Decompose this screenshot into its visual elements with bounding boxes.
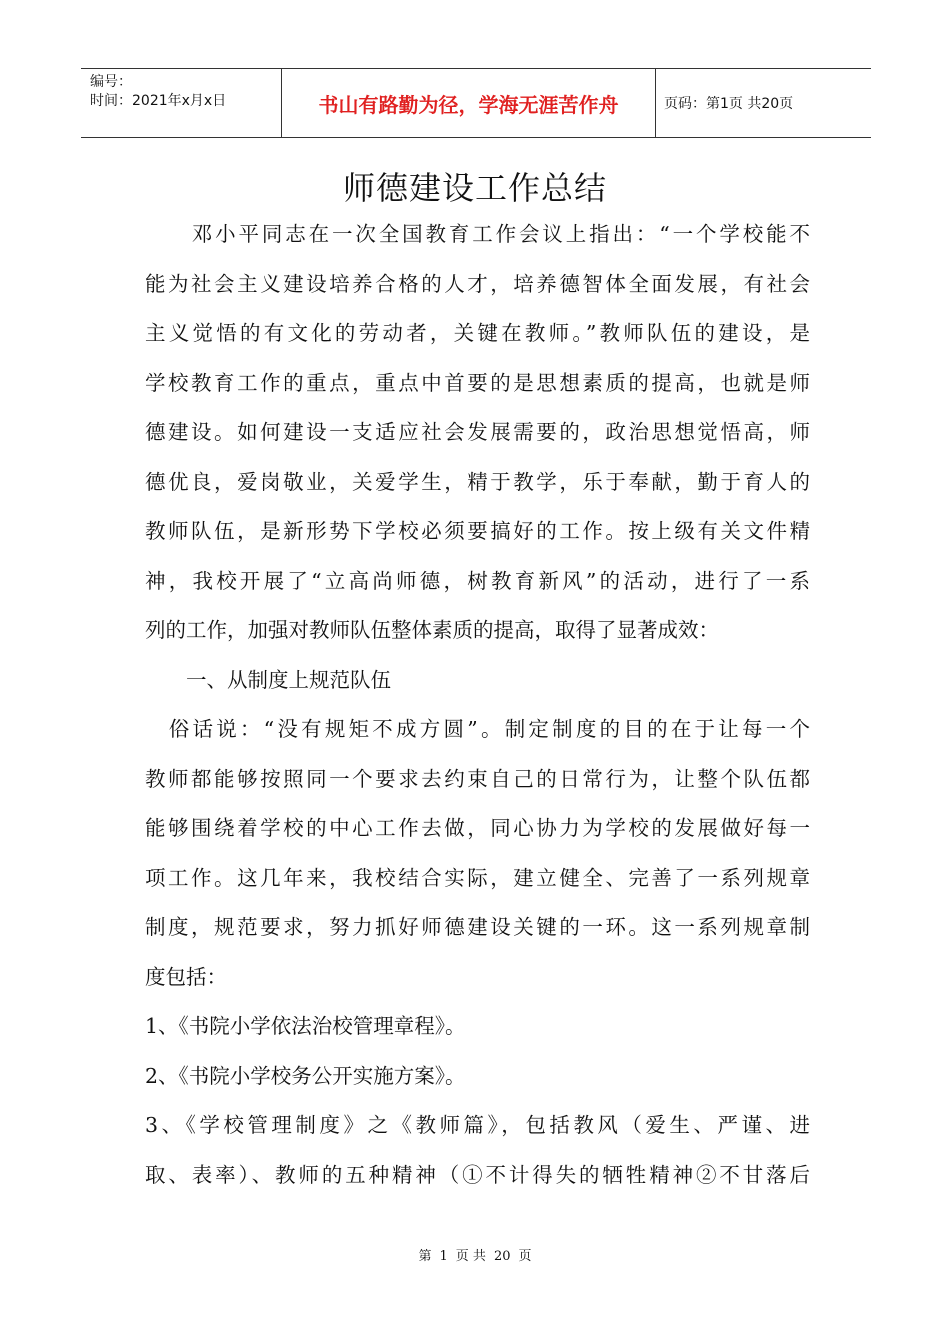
section-heading: 一、从制度上规范队伍 (145, 667, 391, 692)
body-line: 列的工作，加强对教师队伍整体素质的提高，取得了显著成效： (145, 618, 719, 642)
body-line: 制度，规范要求，努力抓好师德建设关键的一环。这一系列规章制 (145, 915, 810, 939)
header-meta-cell (81, 69, 282, 137)
page-footer (0, 1245, 950, 1264)
body-line: 教师队伍，是新形势下学校必须要搞好的工作。按上级有关文件精 (145, 519, 810, 543)
body-line: 项工作。这几年来，我校结合实际，建立健全、完善了一系列规章 (145, 865, 810, 890)
footer-prefix: 第 (418, 1249, 432, 1264)
body-line: 德优良，爱岗敬业，关爱学生，精于教学，乐于奉献，勤于育人的 (145, 469, 810, 494)
body-line: 取、表率）、教师的五种精神（①不计得失的牺牲精神②不甘落后 (145, 1162, 810, 1187)
body-line: 学校教育工作的重点，重点中首要的是思想素质的提高，也就是师 (145, 370, 810, 395)
footer-suffix: 页 (518, 1249, 532, 1264)
document-body (145, 210, 810, 1200)
body-line: 度包括： (145, 964, 227, 989)
body-line: 能为社会主义建设培养合格的人才，培养德智体全面发展，有社会 (145, 271, 810, 296)
time-line: 时间：2021年x月x日 (90, 93, 227, 109)
body-line: 神，我校开展了“立高尚师德，树教育新风”的活动，进行了一系 (145, 568, 810, 593)
page-info: 页码：第1页 共20页 (664, 96, 794, 112)
document-title: 师德建设工作总结 (342, 169, 607, 207)
header-table (81, 68, 871, 138)
body-line: 俗话说：“没有规矩不成方圆”。制定制度的目的在于让每一个 (145, 717, 810, 741)
motto: 书山有路勤为径，学海无涯苦作舟 (282, 69, 656, 137)
body-line: 邓小平同志在一次全国教育工作会议上指出：“一个学校能不 (145, 222, 810, 246)
body-line: 教师都能够按照同一个要求去约束自己的日常行为，让整个队伍都 (145, 766, 810, 791)
body-line: 能够围绕着学校的中心工作去做，同心协力为学校的发展做好每一 (145, 816, 810, 840)
list-item: 1、《书院小学依法治校管理章程》。 (145, 1014, 466, 1038)
footer-total-pages: 20 (493, 1249, 511, 1264)
footer-mid: 页 共 (455, 1249, 486, 1264)
list-item: 2、《书院小学校务公开实施方案》。 (145, 1063, 466, 1088)
body-line: 主义觉悟的有文化的劳动者，关键在教师。”教师队伍的建设，是 (145, 321, 810, 345)
footer-page-number: 1 (439, 1249, 448, 1264)
list-item: 3、《学校管理制度》之《教师篇》，包括教风（爱生、严谨、进 (145, 1113, 810, 1137)
body-line: 德建设。如何建设一支适应社会发展需要的，政治思想觉悟高，师 (145, 420, 810, 444)
number-label: 编号： (90, 74, 132, 90)
